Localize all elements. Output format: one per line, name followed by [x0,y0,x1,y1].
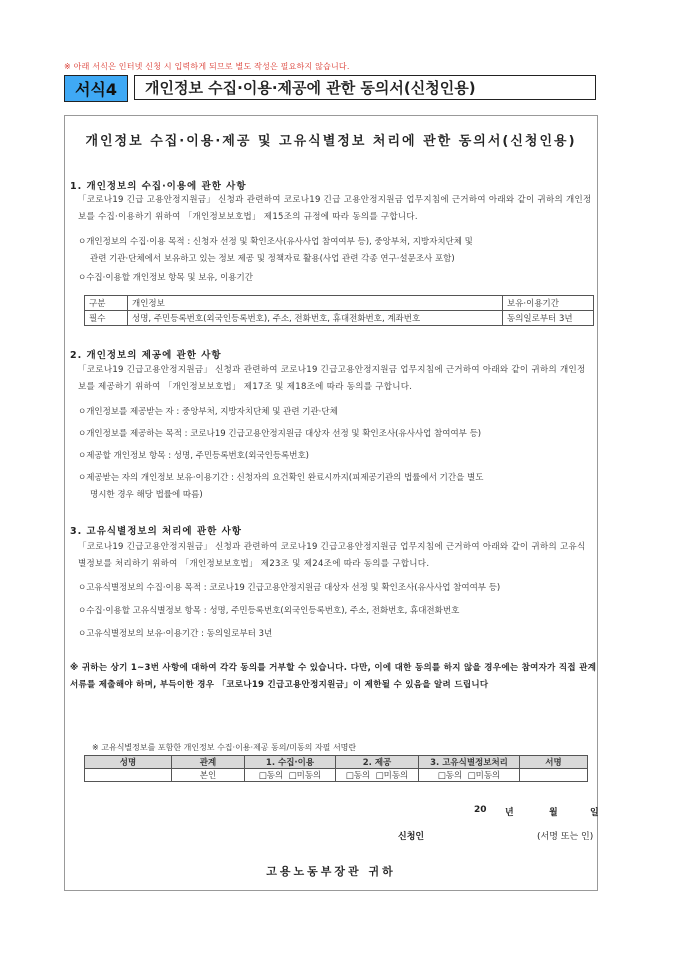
table-cell-period: 동의일로부터 3년 [503,311,594,326]
table-header-row [85,296,594,311]
signature-header-row [85,756,588,769]
personal-info-table [84,295,594,326]
input-notice: ※ 아래 서식은 인터넷 신청 시 입력하게 되므로 별도 작성은 필요하지 않습니다. [64,62,350,71]
section1-heading: 1. 개인정보의 수집·이용에 관한 사항 [70,181,247,192]
table-cell-info: 성명, 주민등록번호(외국인등록번호), 주소, 전화번호, 휴대전화번호, 계좌번호 [128,311,503,326]
signature-table [84,755,588,782]
form-number-tag: 서식4 [64,75,128,102]
date-month-label: 월 [549,808,558,818]
section3-bullet-items: ㅇ수집·이용할 고유식별정보 항목 : 성명, 주민등록번호(외국인등록번호), 주소, 전화번호, 휴대전화번호 [78,606,460,616]
sig-header-provide: 2. 제공 [336,756,419,769]
collect-agree-checkbox[interactable]: □동의 [258,771,284,781]
table-header-category: 구분 [85,296,128,311]
provide-agree-checkbox[interactable]: □동의 [345,771,371,781]
collect-disagree-checkbox[interactable]: □미동의 [288,771,322,781]
section3-paragraph: 「코로나19 긴급고용안정지원금」 신청과 관련하여 코로나19 긴급고용안정지원금 업무지침에 근거하여 아래와 같이 귀하의 고유식별정보를 처리하기 위하여 「개인정보보호법」 제23조 및 제24조에 따라 동의를 구합니다. [78,542,586,569]
sig-name-cell[interactable] [85,769,172,782]
form-header [64,75,598,102]
sig-header-name: 성명 [85,756,172,769]
section1-bullet-purpose-line1: ㅇ개인정보의 수집·이용 목적 : 신청자 선정 및 확인조사(유사사업 참여여부 등), 중앙부처, 지방자치단체 및 [78,237,473,247]
date-year-prefix: 20 [474,805,487,815]
table-header-period: 보유·이용기간 [503,296,594,311]
form-title: 개인정보 수집·이용·제공에 관한 동의서(신청인용) [134,75,596,100]
sig-header-sign: 서명 [520,756,588,769]
section2-paragraph: 「코로나19 긴급고용안정지원금」 신청과 관련하여 코로나19 긴급고용안정지원금 업무지침에 근거하여 아래와 같이 귀하의 개인정보를 제공하기 위하여 「개인정보보호법」 제17조 및 제18조에 따라 동의를 구합니다. [78,365,586,392]
section2-bullet-recipient: ㅇ개인정보를 제공받는 자 : 중앙부처, 지방자치단체 및 관련 기관·단체 [78,407,338,417]
section1-paragraph: 「코로나19 긴급 고용안정지원금」 신청과 관련하여 코로나19 긴급 고용안정지원금 업무지침에 근거하여 아래와 같이 귀하의 개인정보를 수집·이용하기 위하여 「개인정보보호법」 제15조의 규정에 따라 동의를 구합니다. [78,195,592,222]
sig-relation-cell: 본인 [172,769,245,782]
provide-disagree-checkbox[interactable]: □미동의 [375,771,409,781]
section1-bullet-purpose [78,234,594,268]
document-title: 개인정보 수집·이용·제공 및 고유식별정보 처리에 관한 동의서(신청인용) [85,134,577,149]
sig-header-relation: 관계 [172,756,245,769]
table-row [85,311,594,326]
applicant-signature-hint: (서명 또는 인) [537,832,594,842]
applicant-label: 신청인 [398,832,425,842]
section2-bullet-period-line2: 명시한 경우 해당 법률에 따름) [90,490,203,500]
section1-bullet-purpose-line2: 관련 기관·단체에서 보유하고 있는 정보 제공 및 정책자료 활용(사업 관련 각종 연구·설문조사 포함) [90,254,455,264]
section2-bullet-purpose: ㅇ개인정보를 제공하는 목적 : 코로나19 긴급고용안정지원금 대상자 선정 및 확인조사(유사사업 참여여부 등) [78,429,482,439]
section2-bullet-period [78,470,594,504]
section2-bullet-period-line1: ㅇ제공받는 자의 개인정보 보유·이용기간 : 신청자의 요건확인 완료시까지(피제공기관의 법률에서 기간을 별도 [78,473,484,483]
section2-bullet-items: ㅇ제공할 개인정보 항목 : 성명, 주민등록번호(외국인등록번호) [78,451,309,461]
date-day-label: 일 [590,808,599,818]
sig-unique-cell [419,769,520,782]
unique-agree-checkbox[interactable]: □동의 [437,771,463,781]
sig-provide-cell [336,769,419,782]
table-header-info: 개인정보 [128,296,503,311]
refusal-notice: ※ 귀하는 상기 1~3번 사항에 대하여 각각 동의를 거부할 수 있습니다. 다만, 이에 대한 동의를 하지 않을 경우에는 참여자가 직접 관계서류를 제출해야 하며, 부득이한 경우 「코로나19 긴급고용안정지원금」이 제한될 수 있음을 알려 드립니다 [70,663,597,690]
sig-collect-cell [245,769,336,782]
sig-sign-cell[interactable] [520,769,588,782]
addressee: 고용노동부장관 귀하 [266,865,396,878]
table-cell-category: 필수 [85,311,128,326]
section3-bullet-period: ㅇ고유식별정보의 보유·이용기간 : 동의일로부터 3년 [78,629,273,639]
section2-heading: 2. 개인정보의 제공에 관한 사항 [70,350,222,361]
unique-disagree-checkbox[interactable]: □미동의 [467,771,501,781]
sig-header-collect: 1. 수집·이용 [245,756,336,769]
section3-bullet-purpose: ㅇ고유식별정보의 수집·이용 목적 : 코로나19 긴급고용안정지원금 대상자 선정 및 확인조사(유사사업 참여여부 등) [78,583,501,593]
section3-heading: 3. 고유식별정보의 처리에 관한 사항 [70,526,242,537]
signature-row [85,769,588,782]
section1-bullet-items: ㅇ수집·이용할 개인정보 항목 및 보유, 이용기간 [78,273,253,283]
signature-area-label: ※ 고유식별정보를 포함한 개인정보 수집·이용·제공 동의/미동의 자필 서명란 [92,743,357,752]
date-year-label: 년 [505,808,514,818]
sig-header-unique: 3. 고유식별정보처리 [419,756,520,769]
